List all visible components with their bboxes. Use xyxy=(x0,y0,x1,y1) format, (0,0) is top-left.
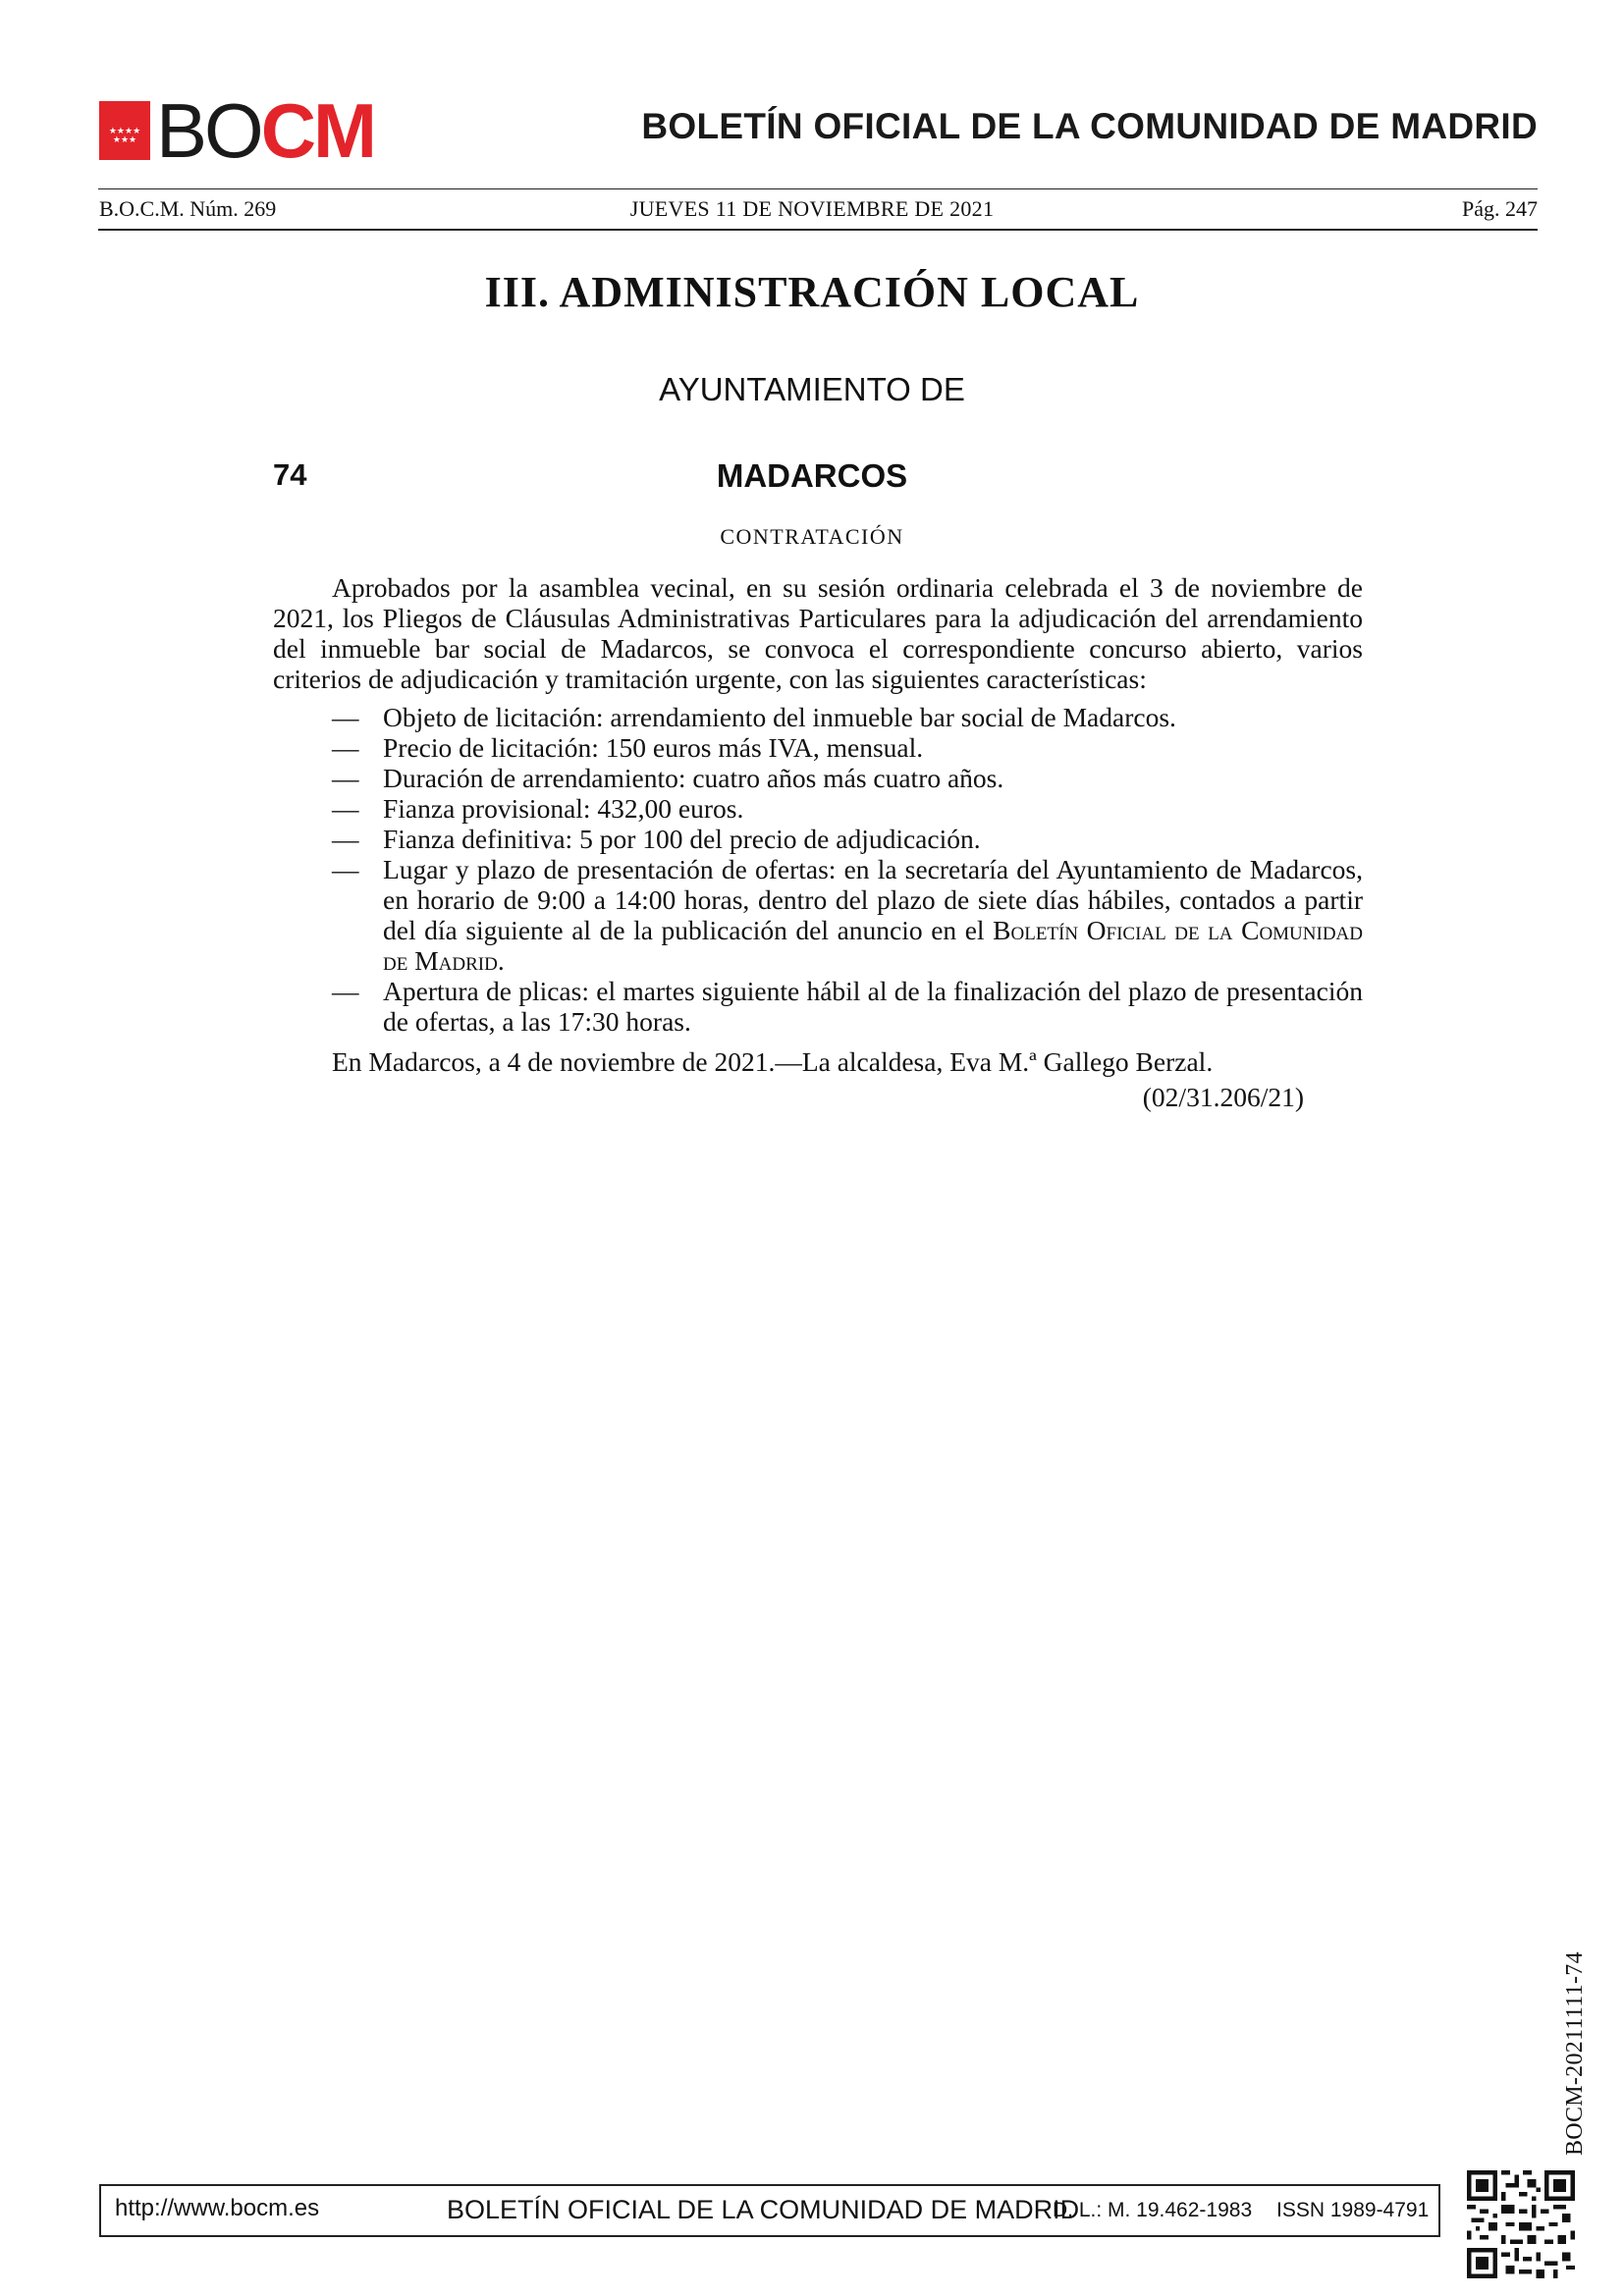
ayuntamiento-label: AYUNTAMIENTO DE xyxy=(659,371,965,407)
footer-url-link[interactable]: http://www.bocm.es xyxy=(115,2195,320,2221)
announcement-number: 74 xyxy=(273,457,307,492)
list-item: — Duración de arrendamiento: cuatro años más cuatro años. xyxy=(332,763,1004,793)
list-item: — Fianza provisional: 432,00 euros. xyxy=(332,793,744,824)
intro-paragraph: Aprobados por la asamblea vecinal, en su sesión ordinaria celebrada el 3 de noviembre de 2021, los Pliegos de Cláusulas Administrativas Particulares para la adjudicación del arrendamiento del inmueble bar social de Madarcos, se convoca el correspondiente concurso abierto, varios criterios de adjudicación y tramitación urgente, con las siguientes características: xyxy=(273,572,1363,694)
reference-code: (02/31.206/21) xyxy=(1142,1082,1304,1112)
logo-wordmark: BOCM xyxy=(156,87,375,174)
bocm-logo xyxy=(99,87,375,174)
list-item: — Objeto de licitación: arrendamiento del inmueble bar social de Madarcos. xyxy=(332,702,1176,732)
bulletin-title: BOLETÍN OFICIAL DE LA COMUNIDAD DE MADRID xyxy=(641,106,1538,146)
list-item: — Lugar y plazo de presentación de ofertas: en la secretaría del Ayuntamiento de Madarcos, en horario de 9:00 a 14:00 horas, dentro del plazo de siete días hábiles, contados a partir del día siguiente al de la publicación del anuncio en el Boletín Oficial de la Comunidad de Madrid. xyxy=(332,854,1363,976)
closing-signature: En Madarcos, a 4 de noviembre de 2021.—La alcaldesa, Eva M.ª Gallego Berzal. xyxy=(332,1046,1214,1077)
conditions-list xyxy=(273,702,1363,1037)
announcement-body xyxy=(273,572,1363,1112)
list-item: — Fianza definitiva: 5 por 100 del precio de adjudicación. xyxy=(332,824,981,854)
announcement-type: CONTRATACIÓN xyxy=(720,524,904,549)
section-title: III. ADMINISTRACIÓN LOCAL xyxy=(484,268,1140,316)
page-number: Pág. 247 xyxy=(1462,196,1538,221)
legal-deposit: D. L.: M. 19.462-1983 xyxy=(1053,2199,1253,2221)
issue-date: JUEVES 11 DE NOVIEMBRE DE 2021 xyxy=(629,196,995,221)
list-item: — Precio de licitación: 150 euros más IVA, mensual. xyxy=(332,732,924,763)
footer-title: BOLETÍN OFICIAL DE LA COMUNIDAD DE MADRID xyxy=(447,2195,1080,2224)
madrid-flag-icon: ★★★★ ★★★ xyxy=(99,101,150,160)
header-rule-top xyxy=(98,188,1538,189)
issn: ISSN 1989-4791 xyxy=(1276,2199,1430,2221)
issue-number: B.O.C.M. Núm. 269 xyxy=(99,196,277,221)
header-rule-bottom xyxy=(98,229,1538,231)
qr-code-icon xyxy=(1467,2170,1575,2278)
town-name: MADARCOS xyxy=(716,457,908,494)
list-item: — Apertura de plicas: el martes siguiente hábil al de la finalización del plazo de presentación de ofertas, a las 17:30 horas. xyxy=(332,976,1363,1037)
